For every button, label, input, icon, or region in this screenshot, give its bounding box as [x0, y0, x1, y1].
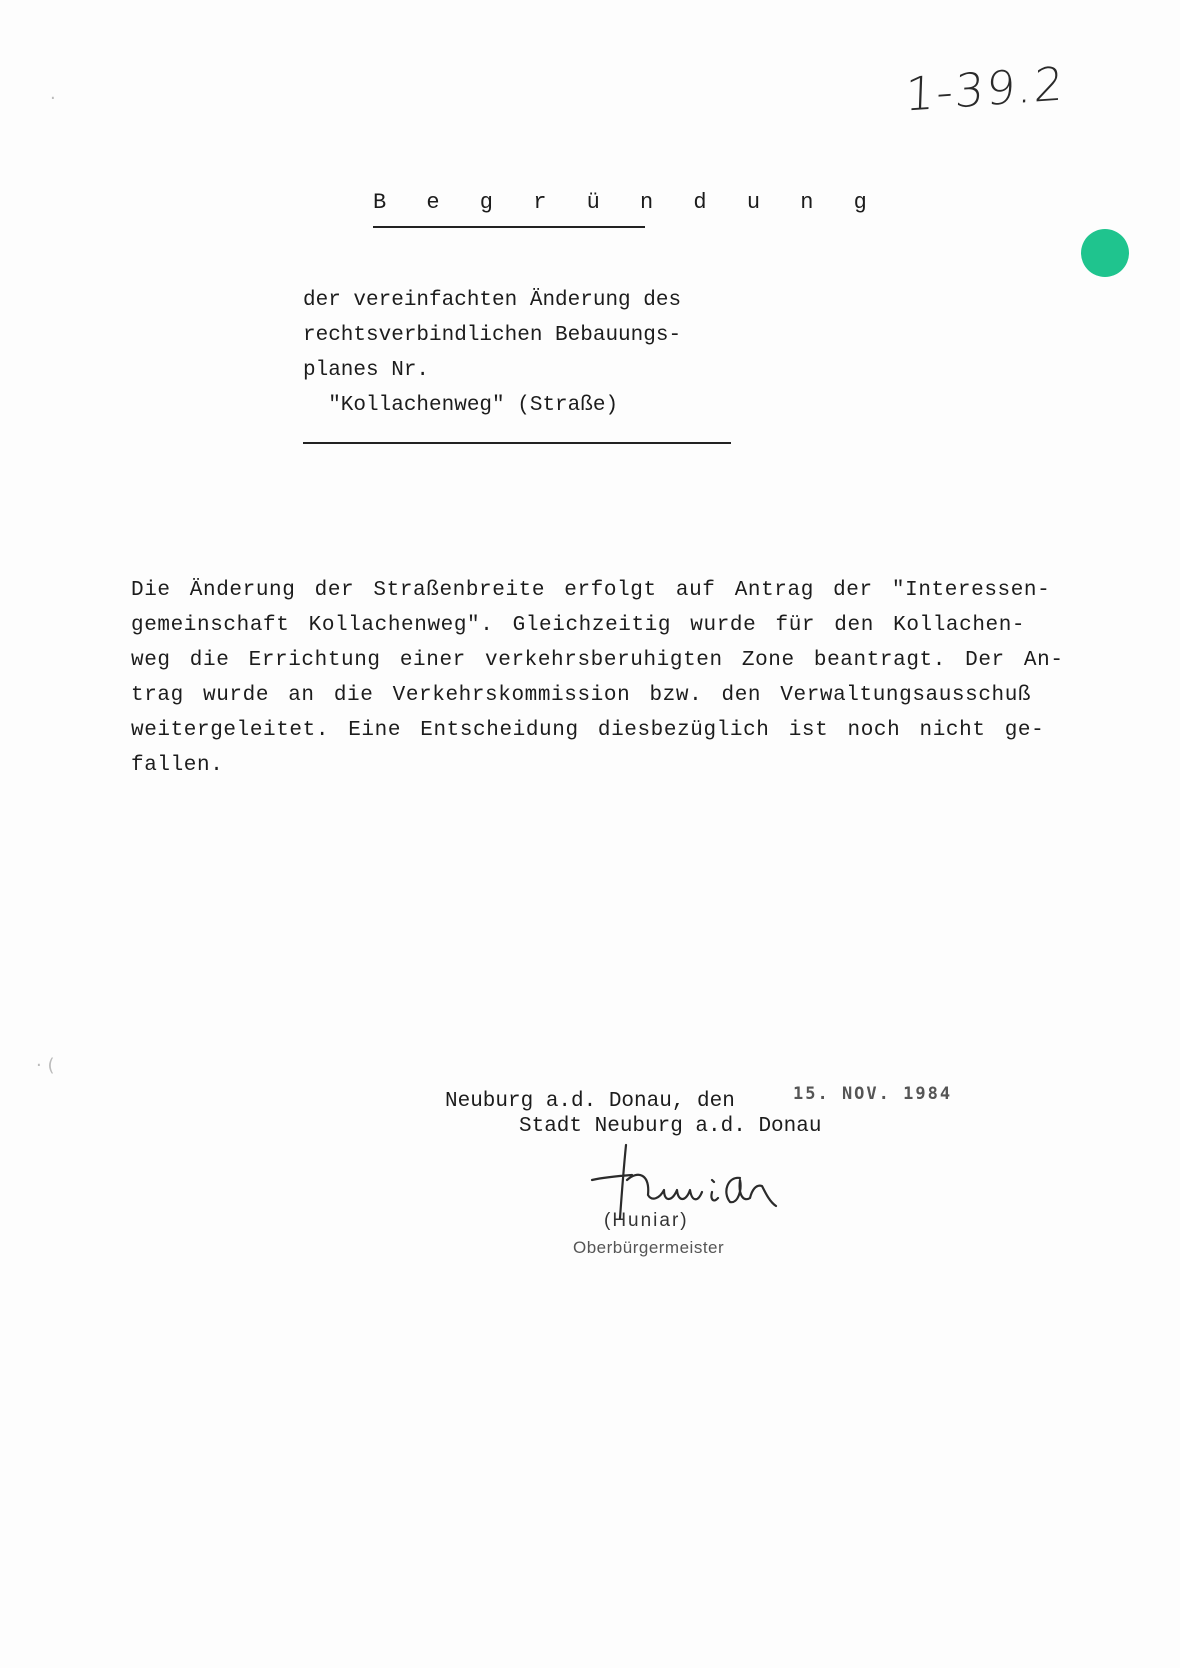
signatory-name: (Huniar): [604, 1210, 689, 1231]
body-line: trag wurde an die Verkehrskommission bzw. den Verwaltungsausschuß: [131, 684, 1032, 707]
body-paragraph: [131, 573, 1091, 783]
subtitle-line: der vereinfachten Änderung des: [303, 289, 682, 312]
body-line: gemeinschaft Kollachenweg". Gleichzeitig wurde für den Kollachen-: [131, 614, 1026, 637]
body-line: weitergeleitet. Eine Entscheidung diesbezüglich ist noch nicht ge-: [131, 719, 1045, 742]
title-underline: [373, 226, 645, 228]
signatory-role: Oberbürgermeister: [573, 1238, 725, 1257]
body-line: Die Änderung der Straßenbreite erfolgt auf Antrag der "Interessen-: [131, 579, 1051, 602]
body-line: fallen.: [131, 754, 224, 777]
place-line: Neuburg a.d. Donau, den: [445, 1090, 735, 1113]
scan-speck: ·: [50, 88, 56, 109]
document-title: B e g r ü n d u n g: [373, 190, 881, 215]
subtitle-line: planes Nr.: [303, 359, 430, 382]
subtitle-block: [303, 283, 681, 423]
date-stamp: 15. NOV. 1984: [793, 1084, 953, 1104]
authority-line: Stadt Neuburg a.d. Donau: [519, 1115, 822, 1138]
green-marker-dot: [1081, 229, 1129, 277]
body-line: weg die Errichtung einer verkehrsberuhigten Zone beantragt. Der An-: [131, 649, 1064, 672]
scan-speck: · (: [36, 1055, 55, 1076]
subtitle-line: rechtsverbindlichen Bebauungs-: [303, 324, 682, 347]
subtitle-line: "Kollachenweg" (Straße): [303, 394, 619, 417]
reference-number: 1-39.2: [904, 56, 1067, 122]
subtitle-underline: [303, 442, 731, 444]
